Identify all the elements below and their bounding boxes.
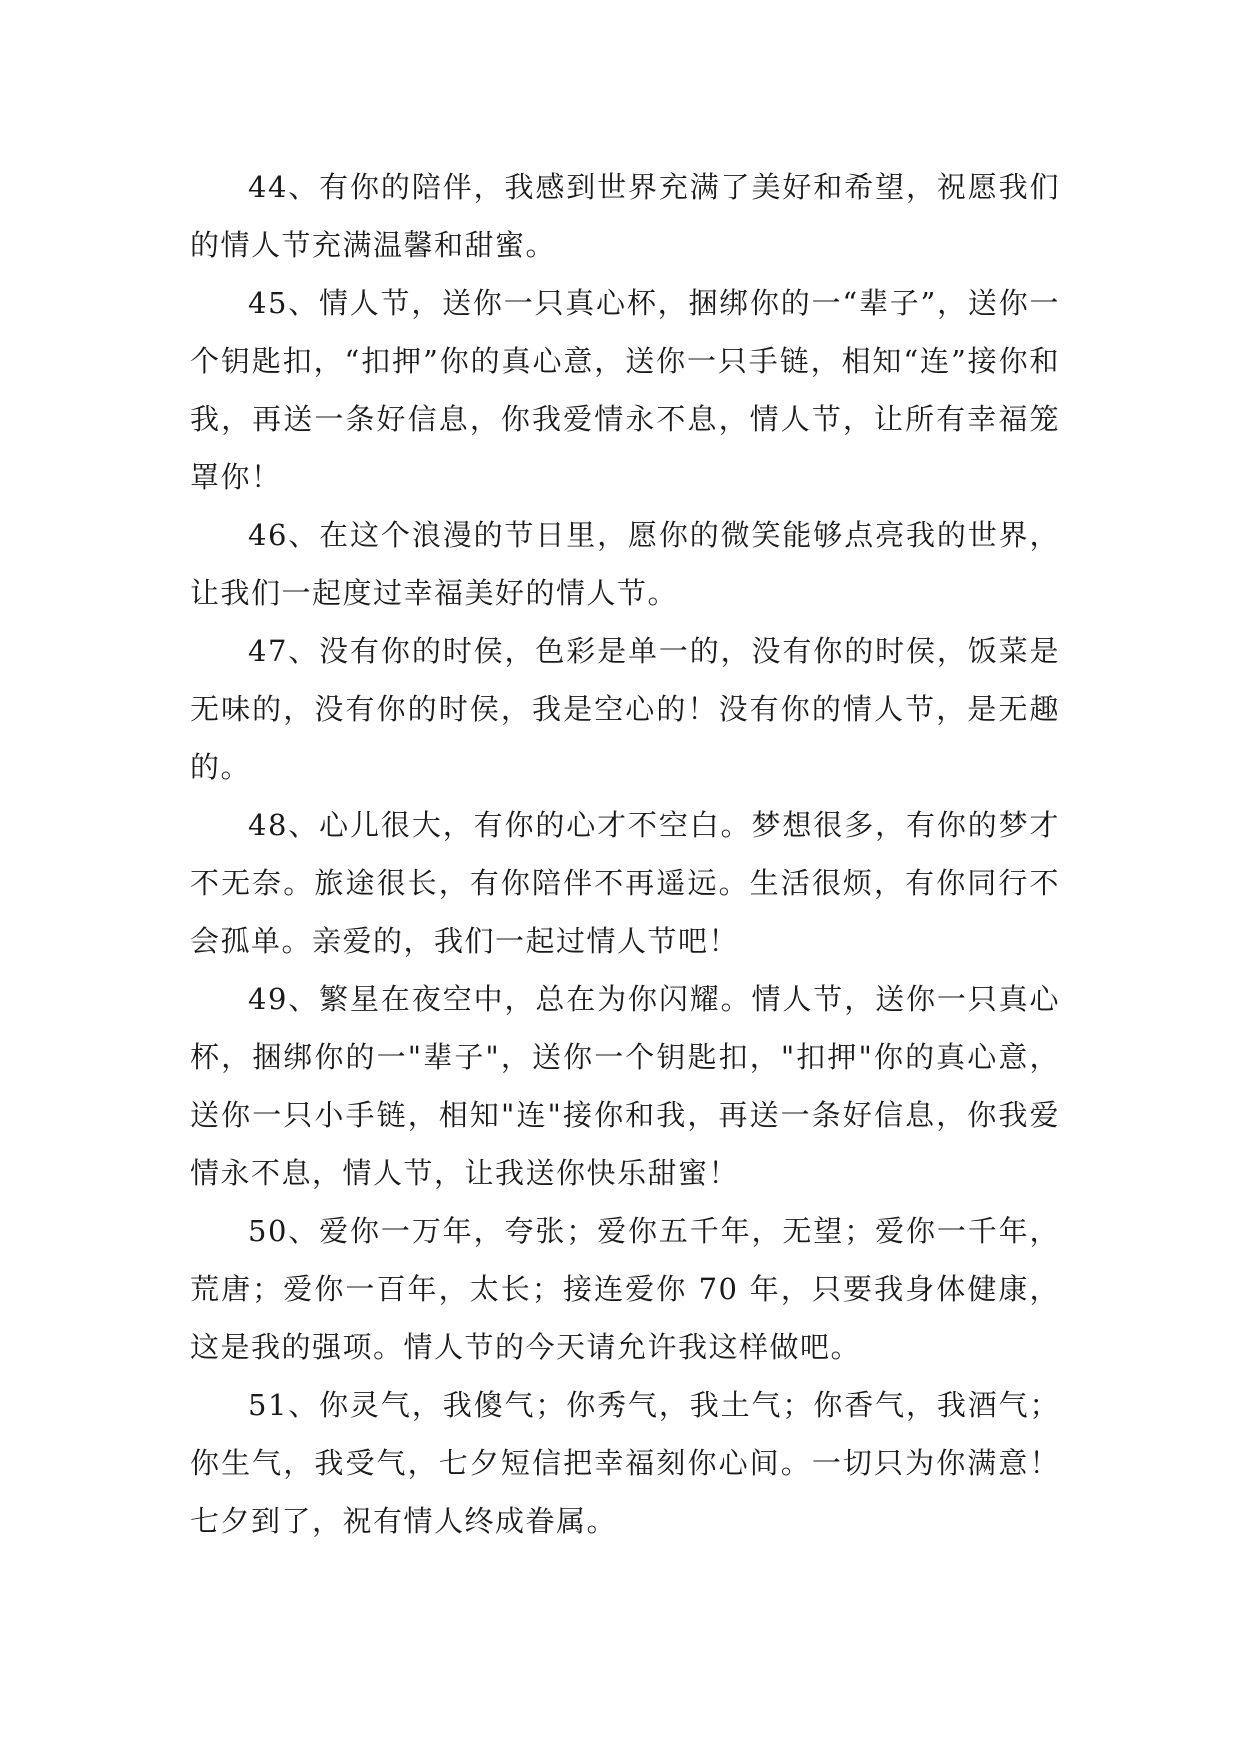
paragraph-49: 49、繁星在夜空中，总在为你闪耀。情人节，送你一只真心杯，捆绑你的一"辈子"，送你一个钥匙扣，"扣押"你的真心意，送你一只小手链，相知"连"接你和我，再送一条好信息，你我爱情永不息，情人节，让我送你快乐甜蜜！ — [190, 982, 1060, 1190]
paragraph-50: 50、爱你一万年，夸张；爱你五千年，无望；爱你一千年，荒唐；爱你一百年，太长；接连爱你 70 年，只要我身体健康，这是我的强项。情人节的今天请允许我这样做吧。 — [190, 1214, 1060, 1364]
paragraph-47: 47、没有你的时侯，色彩是单一的，没有你的时侯，饭菜是无味的，没有你的时侯，我是空心的！没有你的情人节，是无趣的。 — [190, 634, 1060, 784]
document-body — [190, 158, 1060, 1550]
paragraph-44: 44、有你的陪伴，我感到世界充满了美好和希望，祝愿我们的情人节充满温馨和甜蜜。 — [190, 170, 1060, 262]
paragraph-46: 46、在这个浪漫的节日里，愿你的微笑能够点亮我的世界，让我们一起度过幸福美好的情人节。 — [190, 518, 1060, 610]
paragraph-45: 45、情人节，送你一只真心杯，捆绑你的一“辈子”，送你一个钥匙扣，“扣押”你的真心意，送你一只手链，相知“连”接你和我，再送一条好信息，你我爱情永不息，情人节，让所有幸福笼罩你！ — [190, 286, 1060, 494]
paragraph-48: 48、心儿很大，有你的心才不空白。梦想很多，有你的梦才不无奈。旅途很长，有你陪伴不再遥远。生活很烦，有你同行不会孤单。亲爱的，我们一起过情人节吧！ — [190, 808, 1060, 958]
paragraph-51: 51、你灵气，我傻气；你秀气，我土气；你香气，我酒气；你生气，我受气，七夕短信把幸福刻你心间。一切只为你满意！七夕到了，祝有情人终成眷属。 — [190, 1388, 1060, 1538]
